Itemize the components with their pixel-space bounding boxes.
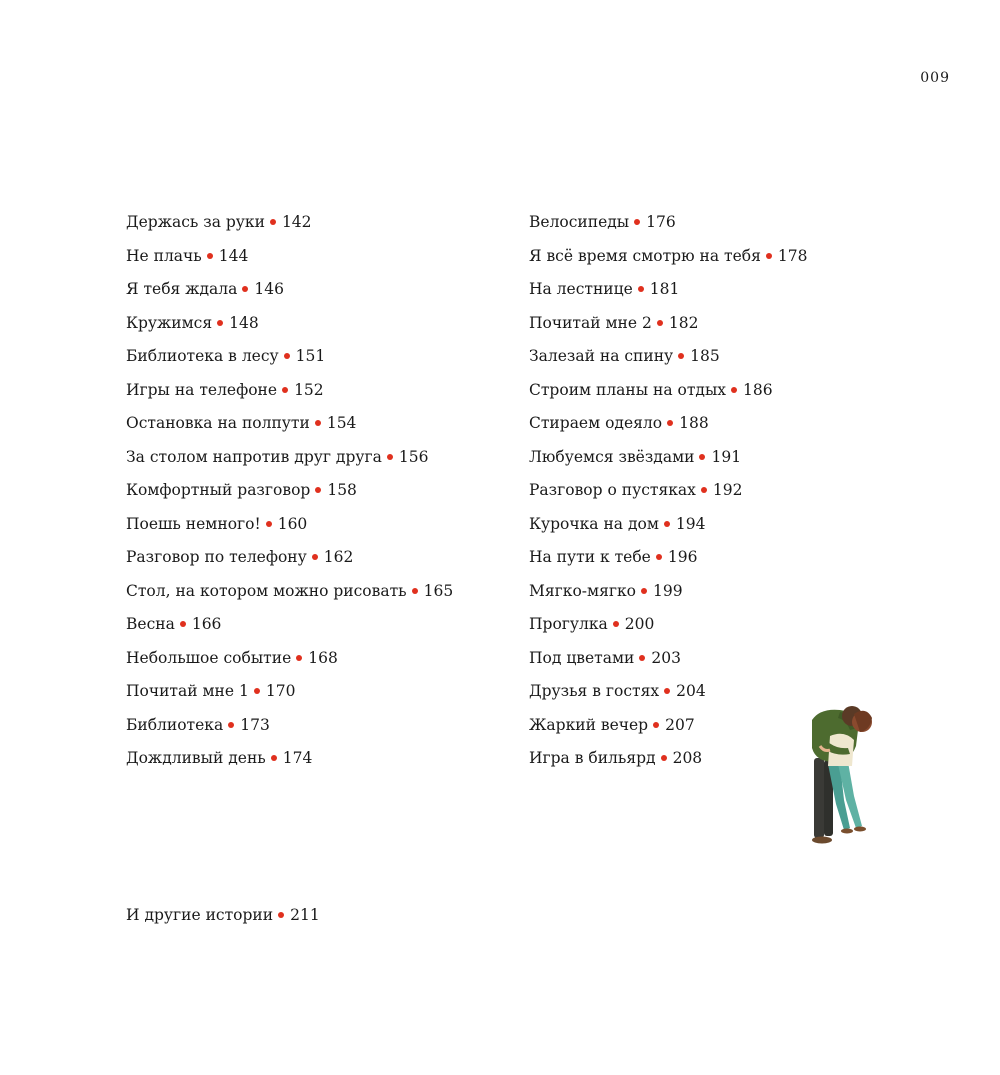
toc-item-title: Я всё время смотрю на тебя: [529, 246, 761, 265]
toc-item-page: 191: [711, 447, 742, 466]
toc-item-title: Кружимся: [126, 313, 213, 332]
toc-item-page: 178: [777, 246, 808, 265]
toc-item-title: Курочка на дом: [529, 514, 659, 533]
toc-item-title: Остановка на полпути: [126, 414, 310, 432]
toc-item-page: 194: [675, 514, 706, 533]
toc-item-page: 196: [667, 548, 698, 566]
toc-item[interactable]: [529, 512, 807, 546]
toc-item[interactable]: [126, 478, 453, 512]
toc-item[interactable]: [126, 344, 453, 378]
bullet-dot-icon: [634, 219, 640, 225]
bullet-dot-icon: [270, 219, 276, 225]
toc-item[interactable]: [529, 445, 807, 479]
toc-item-page: 168: [308, 648, 338, 667]
toc-item-title: Залезай на спину: [529, 347, 674, 365]
toc-item[interactable]: [126, 713, 453, 747]
bullet-dot-icon: [278, 912, 284, 918]
toc-item-page: 148: [229, 313, 259, 332]
toc-item-page: 185: [690, 347, 720, 365]
toc-item[interactable]: [529, 579, 807, 613]
toc-item[interactable]: [126, 579, 453, 613]
toc-item-title: Стираем одеяло: [529, 414, 663, 432]
toc-item-title: Друзья в гостях: [529, 682, 660, 700]
toc-item[interactable]: [529, 612, 807, 646]
bullet-dot-icon: [641, 588, 647, 594]
toc-item-title: Строим планы на отдых: [529, 380, 727, 399]
bullet-dot-icon: [315, 420, 321, 426]
toc-item[interactable]: [126, 244, 453, 278]
bullet-dot-icon: [315, 487, 321, 493]
toc-item-title: Дождливый день: [126, 749, 266, 767]
toc-item-page: 199: [653, 581, 683, 600]
toc-item-page: 173: [240, 715, 270, 734]
toc-item[interactable]: [529, 746, 807, 780]
bullet-dot-icon: [228, 722, 234, 728]
toc-item[interactable]: [529, 244, 807, 278]
toc-item-page: 170: [265, 682, 296, 700]
toc-item-page: 204: [676, 682, 706, 700]
toc-item-title: Небольшое событие: [126, 648, 292, 667]
bullet-dot-icon: [667, 420, 673, 426]
bullet-dot-icon: [271, 755, 277, 761]
toc-item-page: 165: [423, 581, 454, 600]
toc-item-page: 188: [679, 414, 709, 432]
toc-item[interactable]: [126, 378, 453, 412]
bullet-dot-icon: [282, 387, 288, 393]
toc-item-title: Библиотека: [126, 715, 224, 734]
bullet-dot-icon: [664, 521, 670, 527]
bullet-dot-icon: [284, 353, 290, 359]
bullet-dot-icon: [180, 621, 186, 627]
bullet-dot-icon: [266, 521, 272, 527]
toc-item[interactable]: [529, 210, 807, 244]
toc-item[interactable]: [529, 679, 807, 713]
toc-item-title: Комфортный разговор: [126, 481, 311, 499]
toc-item-title: Поешь немного!: [126, 514, 261, 533]
toc-item-page: 156: [398, 447, 429, 466]
toc-item-title: Почитай мне 2: [529, 313, 652, 332]
toc-item[interactable]: [126, 512, 453, 546]
toc-item[interactable]: [529, 378, 807, 412]
toc-item[interactable]: [126, 210, 453, 244]
toc-item-title: На лестнице: [529, 280, 633, 298]
toc-item-page: 200: [624, 615, 655, 633]
toc-item-page: 151: [295, 347, 326, 365]
toc-item[interactable]: [529, 311, 807, 345]
toc-item-page: 158: [327, 481, 357, 499]
toc-item-title: Почитай мне 1: [126, 682, 249, 700]
toc-item-page: 208: [672, 749, 703, 767]
toc-item-title: Прогулка: [529, 615, 608, 633]
toc-left-column: [126, 210, 453, 780]
bullet-dot-icon: [312, 554, 318, 560]
toc-item-page: 181: [649, 280, 680, 298]
toc-item-title: Стол, на котором можно рисовать: [126, 581, 407, 600]
toc-item[interactable]: [529, 344, 807, 378]
toc-item-page: 207: [665, 715, 695, 734]
toc-item[interactable]: [529, 411, 807, 445]
bullet-dot-icon: [296, 655, 302, 661]
toc-item[interactable]: [126, 411, 453, 445]
toc-item[interactable]: [529, 713, 807, 747]
toc-item[interactable]: [126, 545, 453, 579]
hugging-couple-illustration-icon: [800, 700, 880, 850]
bullet-dot-icon: [638, 286, 644, 292]
bullet-dot-icon: [699, 454, 705, 460]
toc-item-title: Не плачь: [126, 246, 202, 265]
toc-item-page: 144: [218, 246, 249, 265]
toc-item-title: Разговор о пустяках: [529, 481, 696, 499]
toc-item-title: Велосипеды: [529, 213, 630, 231]
bullet-dot-icon: [639, 655, 645, 661]
toc-item-page: 203: [651, 648, 681, 667]
bullet-dot-icon: [656, 554, 662, 560]
bullet-dot-icon: [412, 588, 418, 594]
toc-item-title: Библиотека в лесу: [126, 347, 279, 365]
toc-right-column: [529, 210, 807, 780]
bullet-dot-icon: [661, 755, 667, 761]
toc-item-page: 176: [646, 213, 676, 231]
bullet-dot-icon: [701, 487, 707, 493]
toc-item-title: Любуемся звёздами: [529, 447, 695, 466]
toc-item-page: 182: [668, 313, 699, 332]
bullet-dot-icon: [387, 454, 393, 460]
toc-item-page: 211: [290, 906, 320, 924]
toc-item[interactable]: [126, 612, 453, 646]
bullet-dot-icon: [217, 320, 223, 326]
page-number: 009: [920, 70, 950, 86]
bullet-dot-icon: [254, 688, 260, 694]
bullet-dot-icon: [766, 253, 772, 259]
toc-item[interactable]: [529, 478, 807, 512]
bullet-dot-icon: [731, 387, 737, 393]
toc-extra-item[interactable]: [126, 903, 320, 927]
toc-item[interactable]: [126, 679, 453, 713]
bullet-dot-icon: [657, 320, 663, 326]
toc-item-title: Держась за руки: [126, 213, 265, 231]
toc-item-page: 162: [323, 548, 354, 566]
toc-item[interactable]: [529, 646, 807, 680]
toc-item-page: 166: [191, 615, 222, 633]
toc-item-title: За столом напротив друг друга: [126, 447, 382, 466]
toc-item-page: 186: [743, 380, 773, 399]
toc-item-title: И другие истории: [126, 906, 274, 924]
toc-item-title: Игра в бильярд: [529, 749, 656, 767]
toc-item-page: 142: [281, 213, 312, 231]
toc-item[interactable]: [126, 646, 453, 680]
toc-item-title: Игры на телефоне: [126, 380, 278, 399]
toc-item-title: Мягко-мягко: [529, 581, 637, 600]
toc-item-title: Жаркий вечер: [529, 715, 649, 734]
toc-item[interactable]: [126, 445, 453, 479]
toc-item-title: Под цветами: [529, 648, 635, 667]
toc-item[interactable]: [126, 277, 453, 311]
toc-item-title: Разговор по телефону: [126, 548, 307, 566]
bullet-dot-icon: [207, 253, 213, 259]
toc-item[interactable]: [529, 545, 807, 579]
toc-item-title: Я тебя ждала: [126, 280, 238, 298]
toc-item-page: 152: [294, 380, 324, 399]
bullet-dot-icon: [678, 353, 684, 359]
bullet-dot-icon: [664, 688, 670, 694]
toc-item[interactable]: [126, 746, 453, 780]
bullet-dot-icon: [242, 286, 248, 292]
toc-item-page: 160: [277, 514, 308, 533]
bullet-dot-icon: [613, 621, 619, 627]
toc-item[interactable]: [529, 277, 807, 311]
toc-item-page: 154: [326, 414, 357, 432]
toc-item-title: На пути к тебе: [529, 548, 651, 566]
toc-item-page: 192: [712, 481, 743, 499]
toc-item-page: 174: [282, 749, 313, 767]
toc-item[interactable]: [126, 311, 453, 345]
toc-item-page: 146: [254, 280, 284, 298]
toc-item-title: Весна: [126, 615, 175, 633]
bullet-dot-icon: [653, 722, 659, 728]
